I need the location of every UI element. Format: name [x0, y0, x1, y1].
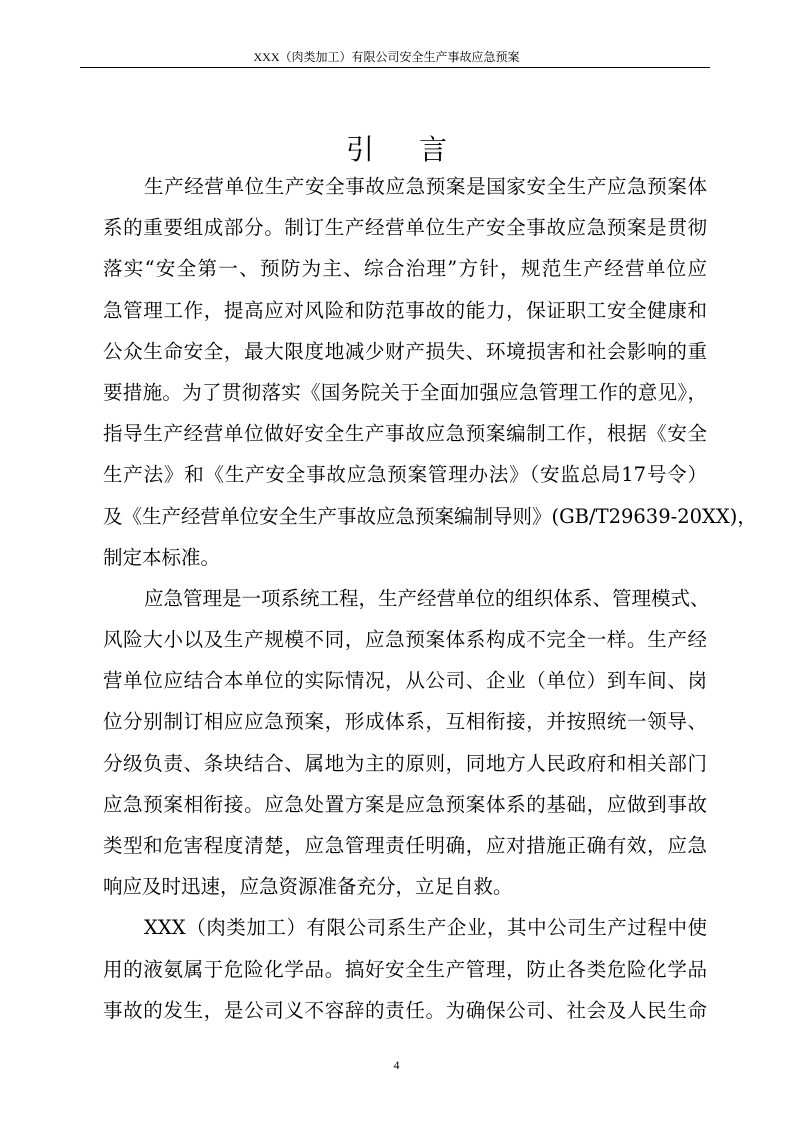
text-line: 制定本标准。 [103, 545, 221, 569]
paragraph-3 [103, 907, 707, 1031]
text-line: 公众生命安全，最大限度地减少财产损失、环境损害和社会影响的重 [103, 339, 707, 363]
paragraph-1 [103, 166, 757, 578]
text-line: 用的液氨属于危险化学品。搞好安全生产管理，防止各类危险化学品 [103, 957, 707, 981]
text-line: 营单位应结合本单位的实际情况，从公司、企业（单位）到车间、岗 [103, 669, 707, 693]
text-line: 要措施。为了贯彻落实《国务院关于全面加强应急管理工作的意见》， [103, 380, 707, 404]
text-line: 事故的发生，是公司义不容辞的责任。为确保公司、社会及人民生命 [103, 998, 707, 1022]
text-line: 系的重要组成部分。制订生产经营单位生产安全事故应急预案是贯彻 [103, 216, 707, 240]
text-line: 分级负责、条块结合、属地为主的原则，同地方人民政府和相关部门 [103, 751, 707, 775]
text-line: 急管理工作，提高应对风险和防范事故的能力，保证职工安全健康和 [103, 298, 707, 322]
section-title: 引 言 [346, 133, 465, 166]
paragraph-2 [103, 578, 710, 908]
text-line: 应急管理是一项系统工程，生产经营单位的组织体系、管理模式、 [144, 586, 710, 610]
text-line: 生产法》和《生产安全事故应急预案管理办法》（安监总局17号令） [103, 463, 707, 487]
text-line: 位分别制订相应应急预案，形成体系，互相衔接，并按照统一领导、 [103, 710, 707, 734]
document-body [103, 166, 757, 1031]
text-line: 应急预案相衔接。应急处置方案是应急预案体系的基础，应做到事故 [103, 792, 707, 816]
text-line: 响应及时迅速，应急资源准备充分，立足自救。 [103, 875, 513, 899]
text-line: 风险大小以及生产规模不同，应急预案体系构成不完全一样。生产经 [103, 628, 707, 652]
text-line: XXX（肉类加工）有限公司系生产企业，其中公司生产过程中使 [144, 916, 707, 940]
page-header: XXX（肉类加工）有限公司安全生产事故应急预案 [253, 50, 520, 64]
page-number: 4 [393, 1058, 400, 1072]
header-rule [80, 67, 710, 68]
text-line: 落实“安全第一、预防为主、综合治理”方针，规范生产经营单位应 [103, 257, 707, 281]
text-line: 指导生产经营单位做好安全生产事故应急预案编制工作，根据《安全 [103, 422, 707, 446]
text-line: 及《生产经营单位安全生产事故应急预案编制导则》(GB/T29639-20XX)， [103, 504, 757, 528]
text-line: 生产经营单位生产安全事故应急预案是国家安全生产应急预案体 [144, 175, 707, 198]
text-line: 类型和危害程度清楚，应急管理责任明确，应对措施正确有效，应急 [103, 834, 707, 857]
